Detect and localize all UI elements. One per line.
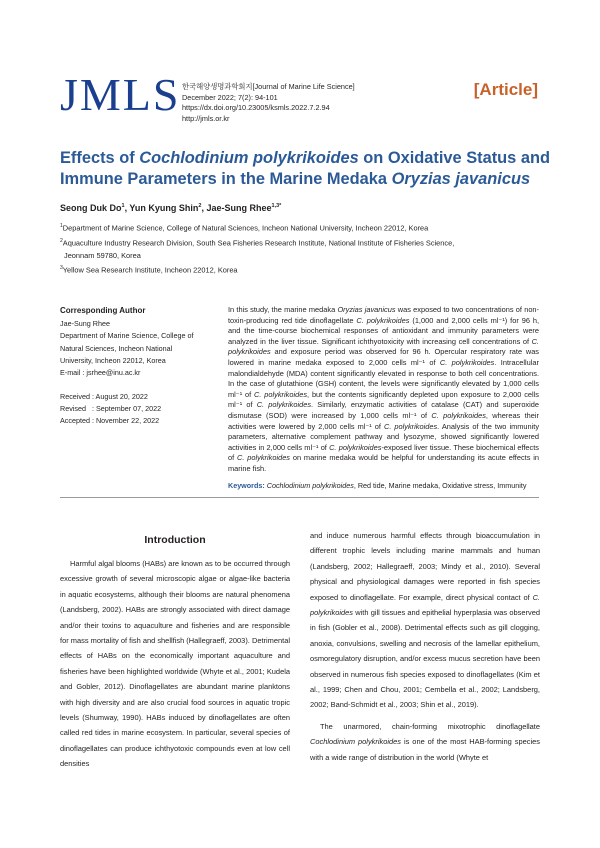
abstract-text: on marine medaka would be helpful for understanding its acute effects in marine fish. <box>228 453 539 473</box>
affiliation-2-number: 2 <box>60 237 63 244</box>
author-3: Jae-Sung Rhee <box>206 203 272 213</box>
title-part-2: on Oxidative Status and Immune Parameters in the Marine Medaka <box>60 149 550 188</box>
corr-college: Natural Sciences, Incheon National <box>60 343 173 353</box>
corr-dept: Department of Marine Science, College of <box>60 331 194 341</box>
affiliation-2 <box>60 235 454 250</box>
title-part-1: Effects of <box>60 149 140 167</box>
received-date: Received : August 20, 2022 <box>60 392 148 401</box>
affiliation-1-number: 1 <box>60 223 63 229</box>
abstract-text: -exposed liver tissue. These biochemical effects of <box>228 442 539 463</box>
corr-name: Jae-Sung Rhee <box>60 319 110 329</box>
abstract-text: (1,000 and 2,000 cells ml⁻¹) for 96 h, and the time-course biochemical responses of antioxidant and immunity parameters were analyzed in the liver tissue. Significant ichthyotoxicity with increasing cell concentrations of <box>228 315 540 346</box>
body-column-right <box>310 528 540 765</box>
journal-info <box>182 82 355 124</box>
corresponding-author-heading: Corresponding Author <box>60 306 146 315</box>
body-column-left <box>60 556 290 772</box>
paragraph-text: The unarmored, chain-forming mixotrophic dinoflagellate <box>320 721 540 731</box>
paragraph-text: with gill tissues and epithelial hyperplasia was observed in fish (Gobler et al., 2008). Detrimental effects such as gill clogging, anoxia, convulsions, swelling and necrosis of the lamellar epithelium, osmoregulatory disruption, and/or excess mucus secretion have been observed in numerous fish species exposed to dinoflagellates (Kim et al., 1999; Chen and Chou, 2001; Cembella et al., 2002; Landsberg, 2002; Band-Schmidt et al., 2003; Shin et al., 2019). <box>310 608 540 710</box>
keywords-rest: , Red tide, Marine medaka, Oxidative stress, Immunity <box>353 481 527 490</box>
abstract-species: Oryzias javanicus <box>337 305 396 314</box>
abstract <box>228 305 539 475</box>
author-1-affil: 1 <box>121 203 125 209</box>
abstract-species: C. polykrikoides <box>439 357 495 367</box>
keywords <box>228 481 548 490</box>
abstract-species: C. polykrikoides <box>383 421 438 431</box>
manuscript-dates <box>60 391 161 428</box>
abstract-species: C. polykrikoides <box>256 400 312 410</box>
abstract-text: was exposed to two concentrations of non-toxin-producing red tide dinoflagellate <box>228 305 539 325</box>
author-2: Yun Kyung Shin <box>129 203 199 213</box>
author-list: Seong Duk Do$^1$, Yun Kyung Shin$^2$, Jae-Sung Rhee$^{1,3*}$ <box>60 203 282 213</box>
accepted-date: Accepted : November 22, 2022 <box>60 416 160 426</box>
affiliation-1 <box>60 220 454 235</box>
author-2-affil: 2 <box>198 203 202 209</box>
abstract-species: C. polykrikoides <box>237 453 290 463</box>
abstract-species: C. polykrikoides <box>254 389 308 399</box>
abstract-species: C. polykrikoides <box>228 336 539 357</box>
affiliation-3-number: 3 <box>60 265 63 272</box>
intro-paragraph-3 <box>310 719 540 765</box>
title-species-2: Oryzias javanicus <box>391 170 531 188</box>
abstract-text: and exposure period was observed for 96 h. Opercular respiratory rate was lowered in marine medaka exposed to 2,000 cells ml⁻¹ of <box>228 347 539 367</box>
section-divider <box>60 497 539 498</box>
journal-url[interactable]: http://jmls.or.kr <box>182 113 230 123</box>
abstract-text: , whereas their activities were lowered by 2,000 cells ml⁻¹ of <box>228 410 539 431</box>
journal-issue: December 2022; 7(2): 94-101 <box>182 92 278 102</box>
paragraph-text: is one of the most HAB-forming species with a wide range of distribution in the world (Whyte et <box>310 737 540 762</box>
affiliation-2-cont: Jeonnam 59780, Korea <box>64 250 141 260</box>
journal-name: 한국해양생명과학회지[Journal of Marine Life Science] <box>182 82 355 91</box>
affiliation-2-text: Aquaculture Industry Research Division, South Sea Fisheries Research Institute, National Institute of Fisheries Science, <box>62 238 455 248</box>
keywords-label: Keywords: <box>228 481 265 490</box>
abstract-species: C. polykrikoides <box>431 410 486 420</box>
abstract-text: . Intracellular malondialdehyde (MDA) content significantly elevated in response to both cell concentrations. In the case of glutathione (GSH) content, the levels were significantly elevated by 1,000 cells ml⁻¹ of <box>228 357 539 399</box>
corr-email[interactable]: E-mail : jsrhee@inu.ac.kr <box>60 368 141 378</box>
paragraph-text: and induce numerous harmful effects through bioaccumulation in different trophic levels including marine mammals and human (Landsberg, 2002; Hallegraeff, 2003; Mindy et al., 2010). Several physical and physiological damages were reported in fish species exposed to dinoflagellate. For example, direct physical contact of <box>310 531 540 602</box>
author-3-affil: 1,3* <box>271 203 282 209</box>
abstract-species: C. polykrikoides <box>329 442 382 452</box>
affiliation-3-text: Yellow Sea Research Institute, Incheon 22012, Korea <box>62 265 238 275</box>
article-type-tag: [Article] <box>473 80 538 99</box>
abstract-text: . Similarly, enzymatic activities of catalase (CAT) and superoxide dismutase (SOD) were increased by 1,000 cells ml⁻¹ of <box>228 400 539 420</box>
keyword-species: Cochlodinium polykrikoides <box>266 481 354 490</box>
journal-logo: JMLS <box>60 69 181 120</box>
corresponding-author-box <box>60 305 210 379</box>
affiliation-1-text: Department of Marine Science, College of Natural Sciences, Incheon National University, Incheon 22012, Korea <box>62 223 429 233</box>
author-1: Seong Duk Do <box>60 203 122 213</box>
intro-paragraph-2 <box>310 528 540 713</box>
section-heading-introduction: Introduction <box>144 534 206 546</box>
intro-paragraph-1: Harmful algal blooms (HABs) are known as to be occurred through excessive growth of several microscopic algae or algae-like bacteria in aquatic ecosystems, although their blooms are natural phenomena (Landsberg, 2002). HABs are strongly associated with direct damage and/or their toxins to aquaculture and fisheries and are responsible for mass mortality of fish and shellfish (Hallegraeff, 2003). Detrimental effects of HABs on the economically important aquaculture and fisheries have been highlighted worldwide (Whyte et al., 2001; Kudela and Gobler, 2012). Dinoflagellates are abundant marine planktons with high diversity and are also crucial food sources in aquatic tropic levels (Shumway, 1990). HABs induced by dinoflagellates are often called red tides in marine ecosystem. In particular, several species of dinoflagellates can produce ichthyotoxic compounds even at low cell densities <box>60 559 290 769</box>
affiliation-list <box>60 220 454 277</box>
paper-title <box>60 148 550 190</box>
doi-link[interactable]: https://dx.doi.org/10.23005/ksmls.2022.7.2.94 <box>182 103 330 113</box>
title-species-1: Cochlodinium polykrikoides <box>139 149 359 167</box>
affiliation-3 <box>60 262 454 277</box>
revised-date: Revised : September 07, 2022 <box>60 404 162 414</box>
paragraph-species: Cochlodinium polykrikoides <box>310 737 402 747</box>
corr-university: University, Incheon 22012, Korea <box>60 355 166 365</box>
abstract-text: , but the contents significantly depleted upon exposure to 2,000 cells ml⁻¹ of <box>228 389 540 410</box>
abstract-species: C. polykrikoides <box>356 315 410 325</box>
paragraph-species: C. polykrikoides <box>310 592 540 618</box>
abstract-text: . Analysis of the two immunity parameters, alternative complement pathway and lysozyme, showed significantly lowered activities in 2,000 cells ml⁻¹ of <box>228 421 540 452</box>
abstract-text: In this study, the marine medaka <box>228 305 338 314</box>
